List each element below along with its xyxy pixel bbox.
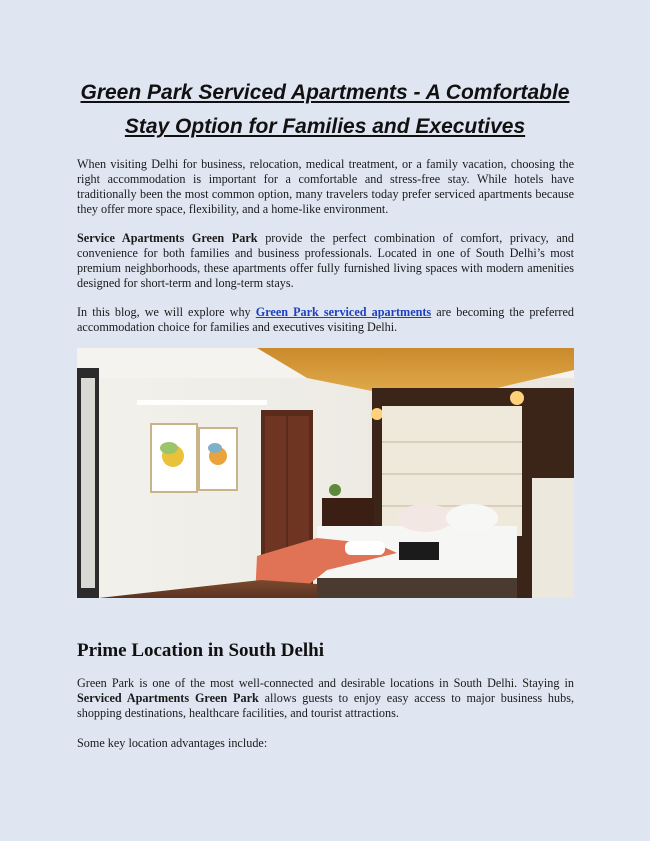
location-bold: Serviced Apartments Green Park [77,691,259,705]
location-after: allows guests to enjoy easy access to major business hubs, shopping destinations, healthcare facilities, and tourist attractions. [77,691,574,720]
blog-intro-after: are becoming the preferred accommodation choice for families and executives visiting Delhi. [77,305,574,334]
blog-intro-before: In this blog, we will explore why [77,305,256,319]
location-before: Green Park is one of the most well-connected and desirable locations in South Delhi. Staying in [77,676,574,690]
page-title: Green Park Serviced Apartments - A Comfortable Stay Option for Families and Executives [80,81,570,138]
bedroom-photo [77,348,574,598]
section-heading: Prime Location in South Delhi [77,640,325,661]
advantages-intro: Some key location advantages include: [77,736,268,750]
location-paragraph [77,676,574,721]
green-park-serviced-apartments-link[interactable]: Green Park serviced apartments [255,305,432,319]
intro-paragraph: When visiting Delhi for business, relocation, medical treatment, or a family vacation, choosing the right accommodation is important for a comfortable and stress-free stay. While hotels have traditionally been the most common option, many travelers today prefer serviced apartments because they offer more space, flexibility, and a home-like environment. [77,157,574,216]
service-apartments-text: provide the perfect combination of comfort, privacy, and convenience for both families and business professionals. Located in one of South Delhi’s most premium neighborhoods, these apartments offer fully furnished living spaces with modern amenities designed for short-term and long-term stays. [77,231,574,290]
service-apartments-bold: Service Apartments Green Park [77,231,258,245]
service-apartments-paragraph [77,231,574,291]
blog-intro-paragraph [77,305,574,335]
